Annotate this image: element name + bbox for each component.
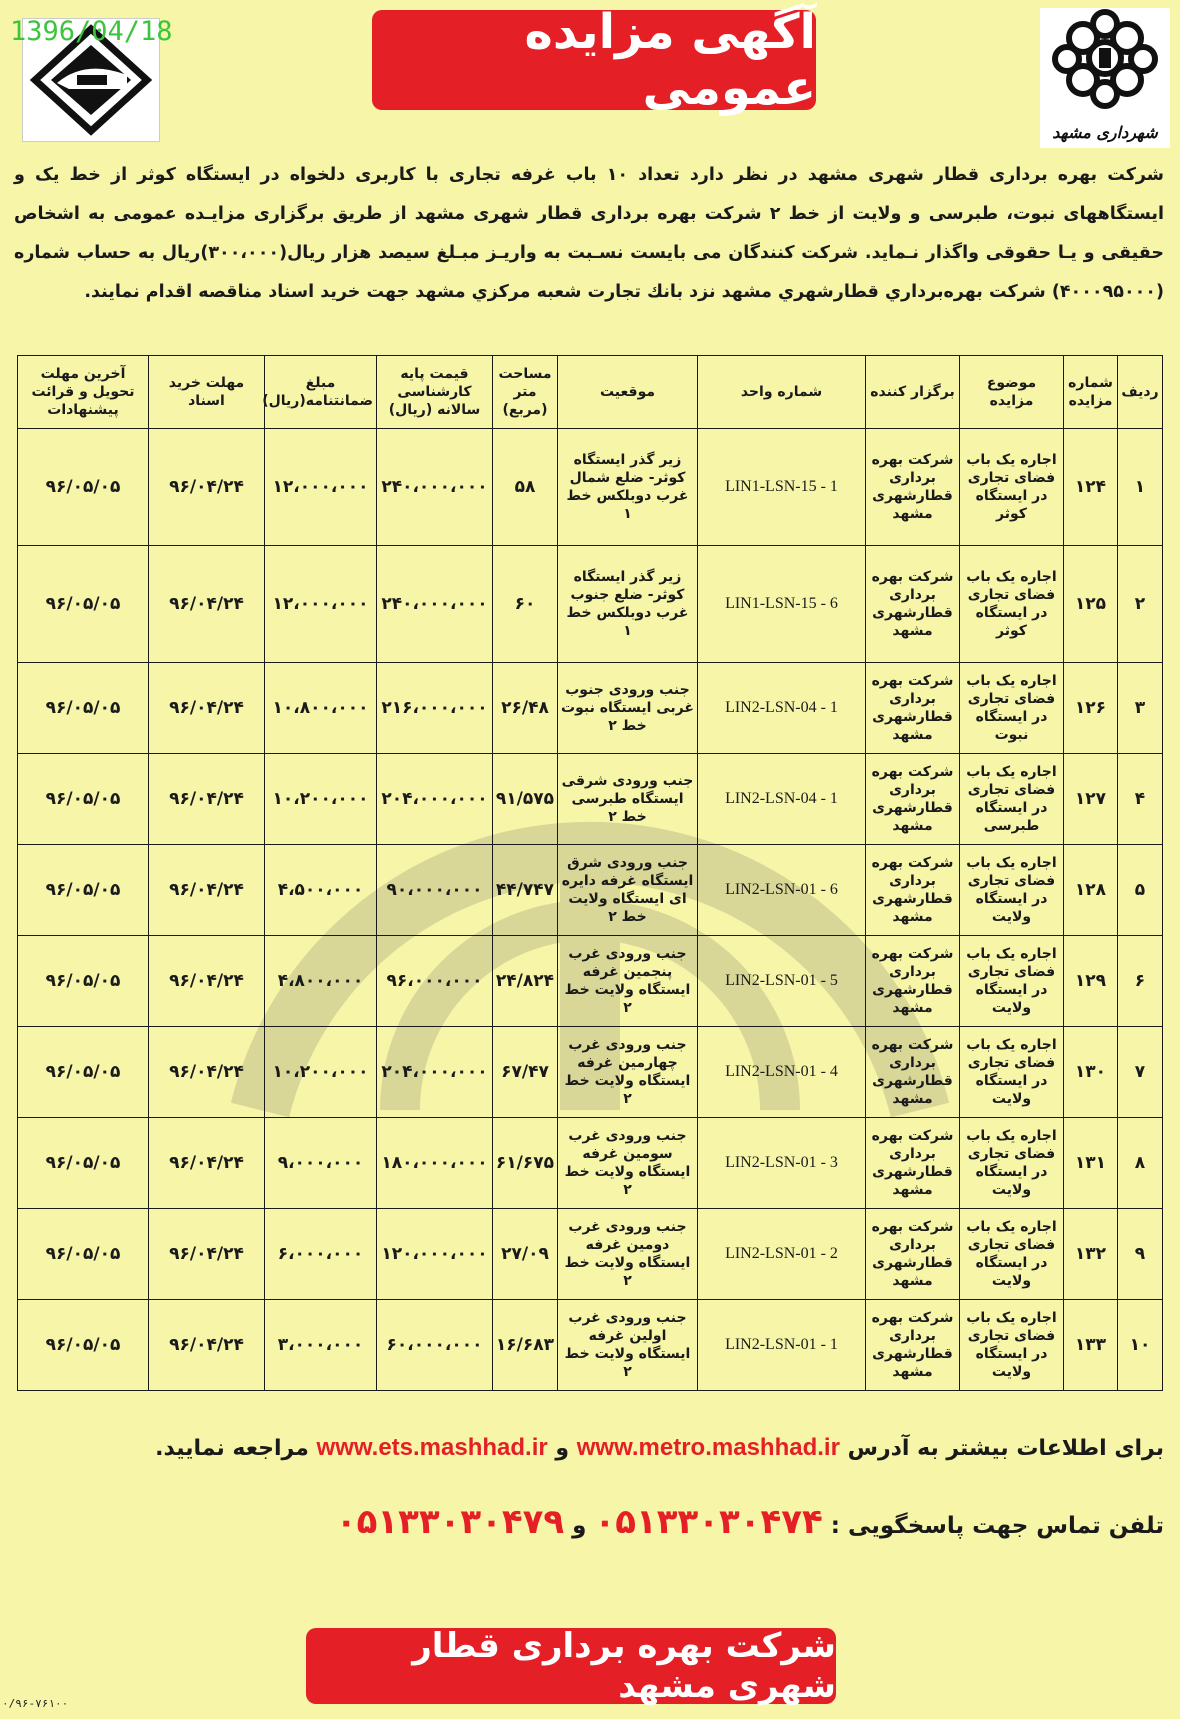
table-row [18, 936, 1163, 1027]
header-row-no: ردیف [1118, 356, 1163, 429]
cell-location: جنب ورودی غرب سومین غرفه ایستگاه ولایت خط ۲ [558, 1118, 698, 1209]
cell-row-no: ۶ [1118, 936, 1163, 1027]
cell-unit-no: LIN1-LSN-15 - 1 [698, 429, 866, 546]
cell-doc-deadline: ۹۶/۰۴/۲۴ [149, 845, 265, 936]
cell-location: جنب ورودی شرق ایستگاه غرفه دایره ای ایستگاه ولایت خط ۲ [558, 845, 698, 936]
cell-submit-deadline: ۹۶/۰۵/۰۵ [18, 1027, 149, 1118]
cell-base-price: ۹۶،۰۰۰،۰۰۰ [377, 936, 493, 1027]
cell-subject: اجاره یک باب فضای تجاری در ایستگاه نبوت [960, 663, 1064, 754]
cell-submit-deadline: ۹۶/۰۵/۰۵ [18, 429, 149, 546]
cell-doc-deadline: ۹۶/۰۴/۲۴ [149, 936, 265, 1027]
cell-row-no: ۸ [1118, 1118, 1163, 1209]
cell-unit-no: LIN2-LSN-01 - 1 [698, 1300, 866, 1391]
cell-subject: اجاره یک باب فضای تجاری در ایستگاه ولایت [960, 1118, 1064, 1209]
cell-submit-deadline: ۹۶/۰۵/۰۵ [18, 754, 149, 845]
cell-auction-no: ۱۲۶ [1064, 663, 1118, 754]
more-info-conj: و [555, 1436, 570, 1461]
cell-auction-no: ۱۳۳ [1064, 1300, 1118, 1391]
cell-organizer: شرکت بهره برداری قطارشهری مشهد [866, 936, 960, 1027]
cell-subject: اجاره یک باب فضای تجاری در ایستگاه ولایت [960, 1027, 1064, 1118]
cell-row-no: ۵ [1118, 845, 1163, 936]
table-row [18, 663, 1163, 754]
cell-guarantee: ۴،۸۰۰،۰۰۰ [265, 936, 377, 1027]
header-unit-no: شماره واحد [698, 356, 866, 429]
cell-unit-no: LIN2-LSN-01 - 4 [698, 1027, 866, 1118]
cell-submit-deadline: ۹۶/۰۵/۰۵ [18, 1300, 149, 1391]
cell-guarantee: ۳،۰۰۰،۰۰۰ [265, 1300, 377, 1391]
cell-location: جنب ورودی شرقی ایستگاه طبرسی خط ۲ [558, 754, 698, 845]
cell-auction-no: ۱۲۴ [1064, 429, 1118, 546]
cell-doc-deadline: ۹۶/۰۴/۲۴ [149, 429, 265, 546]
cell-row-no: ۳ [1118, 663, 1163, 754]
table-row [18, 1118, 1163, 1209]
phones-label: تلفن تماس جهت پاسخگویی : [830, 1513, 1164, 1539]
cell-subject: اجاره یک باب فضای تجاری در ایستگاه ولایت [960, 1300, 1064, 1391]
cell-unit-no: LIN2-LSN-01 - 3 [698, 1118, 866, 1209]
cell-base-price: ۲۰۴،۰۰۰،۰۰۰ [377, 1027, 493, 1118]
metro-website-link[interactable]: www.metro.mashhad.ir [576, 1434, 840, 1461]
cell-doc-deadline: ۹۶/۰۴/۲۴ [149, 1209, 265, 1300]
header-organizer: برگزار کننده [866, 356, 960, 429]
footer-company-name: شرکت بهره برداری قطار شهری مشهد [412, 1626, 836, 1706]
cell-subject: اجاره یک باب فضای تجاری در ایستگاه ولایت [960, 936, 1064, 1027]
ets-website-link[interactable]: www.ets.mashhad.ir [316, 1434, 548, 1461]
cell-unit-no: LIN2-LSN-04 - 1 [698, 754, 866, 845]
date-stamp: 1396/04/18 [10, 16, 173, 47]
cell-unit-no: LIN2-LSN-04 - 1 [698, 663, 866, 754]
header-doc-deadline: مهلت خرید اسناد [149, 356, 265, 429]
cell-doc-deadline: ۹۶/۰۴/۲۴ [149, 1300, 265, 1391]
header-subject: موضوع مزایده [960, 356, 1064, 429]
cell-row-no: ۴ [1118, 754, 1163, 845]
cell-guarantee: ۱۰،۸۰۰،۰۰۰ [265, 663, 377, 754]
cell-guarantee: ۹،۰۰۰،۰۰۰ [265, 1118, 377, 1209]
phone-number-1: ۰۵۱۳۳۰۳۰۴۷۴ [594, 1502, 823, 1542]
header-auction-no: شماره مزایده [1064, 356, 1118, 429]
cell-subject: اجاره یک باب فضای تجاری در ایستگاه ولایت [960, 1209, 1064, 1300]
cell-base-price: ۶۰،۰۰۰،۰۰۰ [377, 1300, 493, 1391]
cell-organizer: شرکت بهره برداری قطارشهری مشهد [866, 663, 960, 754]
cell-auction-no: ۱۲۵ [1064, 546, 1118, 663]
more-info-suffix: مراجعه نمایید. [155, 1436, 309, 1461]
cell-area: ۶۰ [493, 546, 558, 663]
cell-location: جنب ورودی غرب اولین غرفه ایستگاه ولایت خط ۲ [558, 1300, 698, 1391]
municipality-emblem-icon [1040, 8, 1170, 112]
cell-auction-no: ۱۲۷ [1064, 754, 1118, 845]
table-header-row [18, 356, 1163, 429]
cell-guarantee: ۱۰،۲۰۰،۰۰۰ [265, 754, 377, 845]
cell-submit-deadline: ۹۶/۰۵/۰۵ [18, 936, 149, 1027]
cell-guarantee: ۱۲،۰۰۰،۰۰۰ [265, 546, 377, 663]
cell-base-price: ۹۰،۰۰۰،۰۰۰ [377, 845, 493, 936]
cell-subject: اجاره یک باب فضای تجاری در ایستگاه کوثر [960, 429, 1064, 546]
cell-row-no: ۷ [1118, 1027, 1163, 1118]
cell-guarantee: ۱۰،۲۰۰،۰۰۰ [265, 1027, 377, 1118]
table-row [18, 546, 1163, 663]
footer-code: ۰/۹۶-۷۶۱۰۰ [2, 1697, 69, 1710]
cell-location: زیر گذر ایستگاه کوثر- ضلع جنوب غرب دوبلکس خط ۱ [558, 546, 698, 663]
cell-guarantee: ۶،۰۰۰،۰۰۰ [265, 1209, 377, 1300]
cell-submit-deadline: ۹۶/۰۵/۰۵ [18, 546, 149, 663]
cell-location: جنب ورودی غرب دومین غرفه ایستگاه ولایت خط ۲ [558, 1209, 698, 1300]
cell-auction-no: ۱۳۱ [1064, 1118, 1118, 1209]
cell-area: ۶۱/۶۷۵ [493, 1118, 558, 1209]
cell-guarantee: ۴،۵۰۰،۰۰۰ [265, 845, 377, 936]
cell-location: جنب ورودی غرب چهارمین غرفه ایستگاه ولایت خط ۲ [558, 1027, 698, 1118]
more-info-prefix: برای اطلاعات بیشتر به آدرس [847, 1436, 1164, 1461]
cell-submit-deadline: ۹۶/۰۵/۰۵ [18, 1209, 149, 1300]
cell-location: جنب ورودی غرب پنجمین غرفه ایستگاه ولایت خط ۲ [558, 936, 698, 1027]
page-title: آگهی مزایده عمومی [524, 4, 816, 116]
intro-paragraph: شرکت بهره برداری قطار شهری مشهد در نظر دارد تعداد ۱۰ باب غرفه تجاری با کاربری دلخواه در ایستگاه کوثر از خط یک و ایستگاههای نبوت، طبرسی و ولایت از خط ۲ شرکت بهره برداری قطار شهری مشهد از طریق برگزاری مزایـده عمومی به اشخاص حقیقی و یـا حقوقی واگذار نـماید. شرکت کنندگان می بایست نسـبت به واریـز مبـلغ سیصد هزار ریال(۳۰۰،۰۰۰)ریال به حساب شماره (۴۰۰۰۹۵۰۰۰) شرکت بهره‌برداري قطارشهري مشهد نزد بانك تجارت شعبه مركزي مشهد جهت خريد اسناد مناقصه اقدام نمايند. [14, 165, 1164, 302]
table-row [18, 845, 1163, 936]
cell-auction-no: ۱۳۲ [1064, 1209, 1118, 1300]
more-info-line [14, 1434, 1164, 1462]
header-submit-deadline: آخرین مهلت تحویل و قرائت پیشنهادات [18, 356, 149, 429]
cell-auction-no: ۱۳۰ [1064, 1027, 1118, 1118]
cell-area: ۴۴/۷۴۷ [493, 845, 558, 936]
cell-organizer: شرکت بهره برداری قطارشهری مشهد [866, 546, 960, 663]
cell-base-price: ۱۸۰،۰۰۰،۰۰۰ [377, 1118, 493, 1209]
auction-table [17, 355, 1162, 1391]
municipality-logo [1040, 8, 1170, 148]
cell-location: زیر گذر ایستگاه کوثر- ضلع شمال غرب دوبلکس خط ۱ [558, 429, 698, 546]
title-banner [372, 4, 816, 116]
cell-organizer: شرکت بهره برداری قطارشهری مشهد [866, 845, 960, 936]
cell-base-price: ۲۴۰،۰۰۰،۰۰۰ [377, 429, 493, 546]
cell-doc-deadline: ۹۶/۰۴/۲۴ [149, 754, 265, 845]
cell-location: جنب ورودی جنوب غربی ایستگاه نبوت خط ۲ [558, 663, 698, 754]
cell-row-no: ۹ [1118, 1209, 1163, 1300]
table-row [18, 1209, 1163, 1300]
cell-submit-deadline: ۹۶/۰۵/۰۵ [18, 1118, 149, 1209]
cell-doc-deadline: ۹۶/۰۴/۲۴ [149, 1027, 265, 1118]
table-row [18, 429, 1163, 546]
cell-subject: اجاره یک باب فضای تجاری در ایستگاه طبرسی [960, 754, 1064, 845]
phone-number-2: ۰۵۱۳۳۰۳۰۴۷۹ [335, 1502, 565, 1542]
header-guarantee: مبلغ ضمانتنامه(ریال) [265, 356, 377, 429]
cell-organizer: شرکت بهره برداری قطارشهری مشهد [866, 754, 960, 845]
cell-doc-deadline: ۹۶/۰۴/۲۴ [149, 663, 265, 754]
cell-base-price: ۲۴۰،۰۰۰،۰۰۰ [377, 546, 493, 663]
cell-area: ۲۶/۴۸ [493, 663, 558, 754]
cell-unit-no: LIN2-LSN-01 - 5 [698, 936, 866, 1027]
cell-area: ۵۸ [493, 429, 558, 546]
cell-organizer: شرکت بهره برداری قطارشهری مشهد [866, 1300, 960, 1391]
phones-conj: و [572, 1513, 587, 1539]
table-row [18, 754, 1163, 845]
cell-area: ۱۶/۶۸۳ [493, 1300, 558, 1391]
cell-organizer: شرکت بهره برداری قطارشهری مشهد [866, 1118, 960, 1209]
cell-auction-no: ۱۲۸ [1064, 845, 1118, 936]
cell-guarantee: ۱۲،۰۰۰،۰۰۰ [265, 429, 377, 546]
table-row [18, 1300, 1163, 1391]
cell-submit-deadline: ۹۶/۰۵/۰۵ [18, 845, 149, 936]
footer-banner [306, 1628, 836, 1704]
header-area: مساحت متر (مربع) [493, 356, 558, 429]
cell-doc-deadline: ۹۶/۰۴/۲۴ [149, 1118, 265, 1209]
cell-area: ۹۱/۵۷۵ [493, 754, 558, 845]
cell-base-price: ۲۰۴،۰۰۰،۰۰۰ [377, 754, 493, 845]
cell-auction-no: ۱۲۹ [1064, 936, 1118, 1027]
cell-submit-deadline: ۹۶/۰۵/۰۵ [18, 663, 149, 754]
cell-base-price: ۲۱۶،۰۰۰،۰۰۰ [377, 663, 493, 754]
cell-unit-no: LIN2-LSN-01 - 6 [698, 845, 866, 936]
cell-row-no: ۱ [1118, 429, 1163, 546]
cell-area: ۶۷/۴۷ [493, 1027, 558, 1118]
cell-area: ۲۴/۸۲۴ [493, 936, 558, 1027]
table-row [18, 1027, 1163, 1118]
cell-subject: اجاره یک باب فضای تجاری در ایستگاه ولایت [960, 845, 1064, 936]
municipality-logo-caption: شهرداری مشهد [1052, 123, 1158, 142]
contact-phones-line [14, 1502, 1164, 1542]
cell-subject: اجاره یک باب فضای تجاری در ایستگاه کوثر [960, 546, 1064, 663]
header-location: موقعیت [558, 356, 698, 429]
cell-organizer: شرکت بهره برداری قطارشهری مشهد [866, 1027, 960, 1118]
cell-doc-deadline: ۹۶/۰۴/۲۴ [149, 546, 265, 663]
cell-row-no: ۲ [1118, 546, 1163, 663]
cell-organizer: شرکت بهره برداری قطارشهری مشهد [866, 429, 960, 546]
cell-area: ۲۷/۰۹ [493, 1209, 558, 1300]
cell-base-price: ۱۲۰،۰۰۰،۰۰۰ [377, 1209, 493, 1300]
cell-row-no: ۱۰ [1118, 1300, 1163, 1391]
cell-organizer: شرکت بهره برداری قطارشهری مشهد [866, 1209, 960, 1300]
cell-unit-no: LIN2-LSN-01 - 2 [698, 1209, 866, 1300]
header-base-price: قیمت پایه کارشناسی سالانه (ریال) [377, 356, 493, 429]
cell-unit-no: LIN1-LSN-15 - 6 [698, 546, 866, 663]
